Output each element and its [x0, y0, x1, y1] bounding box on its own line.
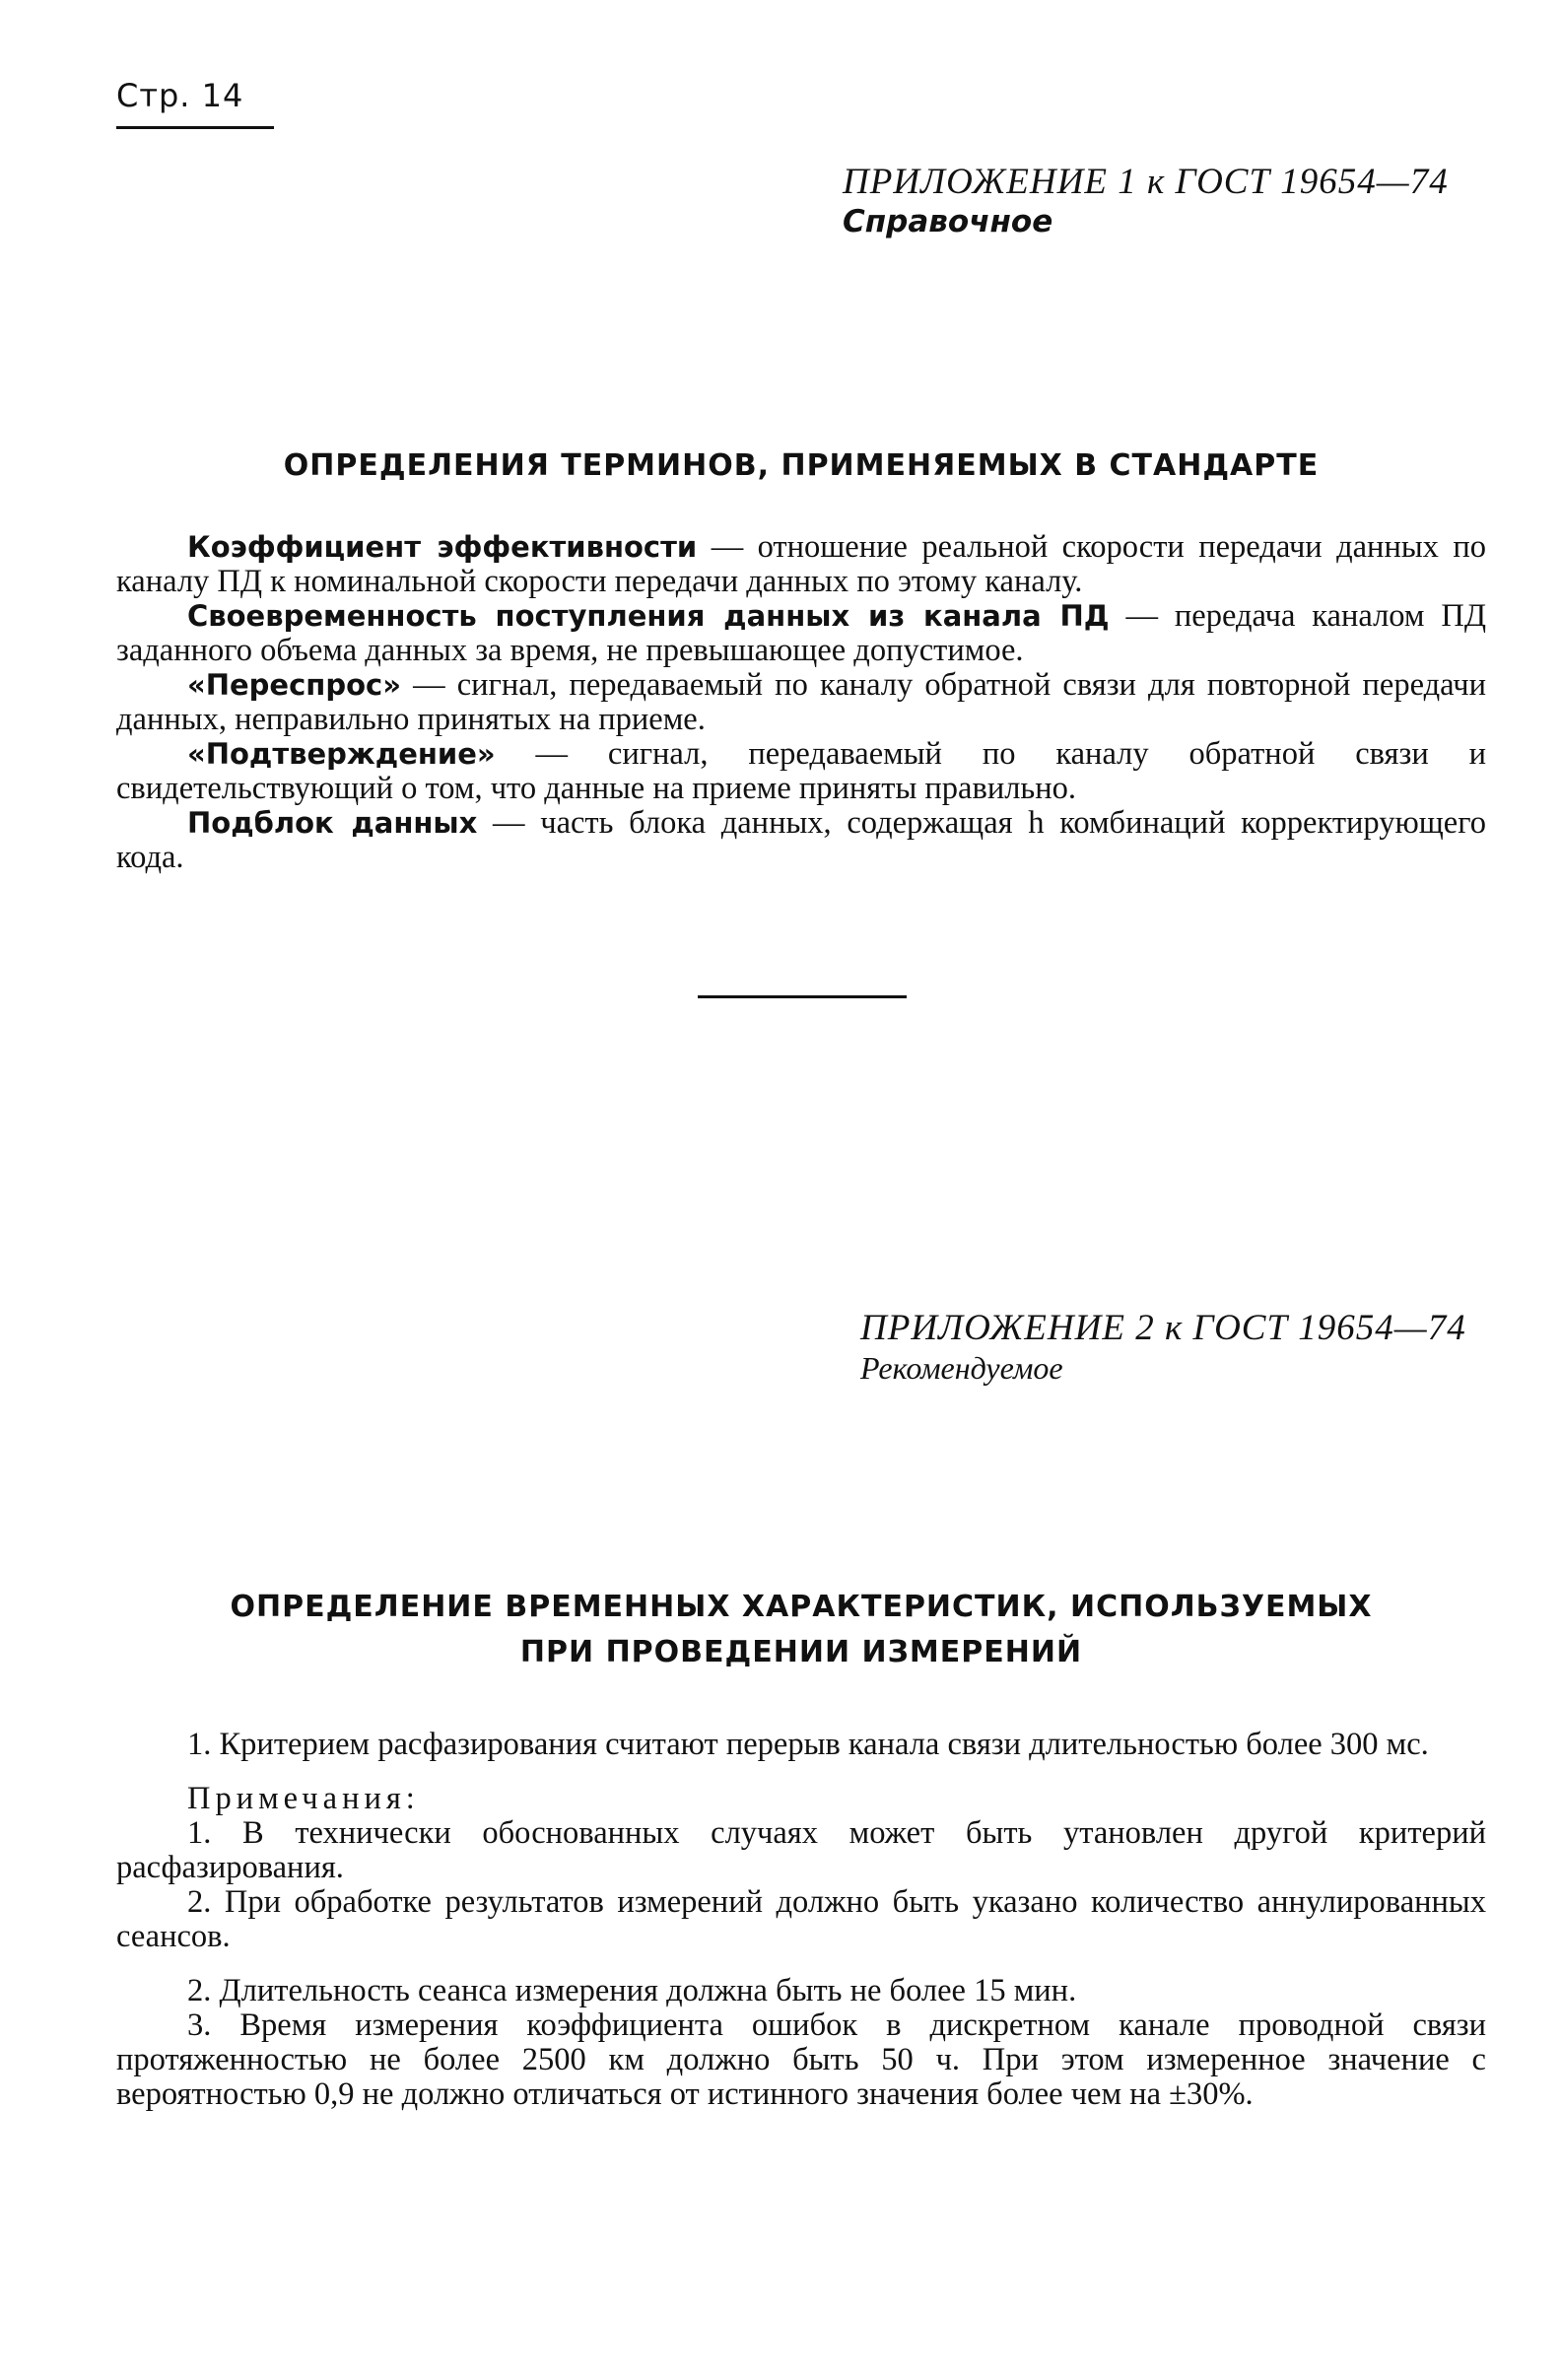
note-2: 2. При обработке результатов измерений должно быть указано количество аннулированных сеансов. [116, 1884, 1486, 1954]
page-number-underline [116, 126, 274, 129]
definition-term: Подблок данных [187, 806, 478, 840]
definitions-list [116, 530, 1486, 875]
measurement-section [116, 1728, 1486, 2112]
appendix-2-heading-line2: ПРИ ПРОВЕДЕНИИ ИЗМЕРЕНИЙ [519, 1635, 1083, 1669]
definition-item [116, 530, 1486, 599]
appendix-2-kind: Рекомендуемое [860, 1350, 1063, 1386]
definition-item [116, 737, 1486, 806]
appendix-2-title: ПРИЛОЖЕНИЕ 2 к ГОСТ 19654—74 [860, 1308, 1466, 1348]
definition-text: — сигнал, передаваемый по каналу обратной связи и свидетельствующий о том, что данные на приеме приняты правильно. [116, 736, 1486, 806]
section-divider [698, 995, 907, 998]
definition-item [116, 668, 1486, 737]
definition-text: — отношение реальной скорости передачи данных по каналу ПД к номинальной скорости передачи данных по этому каналу. [116, 529, 1486, 599]
appendix-2-header [860, 1309, 1482, 1388]
appendix-1-kind: Справочное [843, 204, 1053, 239]
measurement-item-2: 2. Длительность сеанса измерения должна быть не более 15 мин. [187, 1973, 1077, 2008]
notes-heading-text: Примечания: [187, 1781, 420, 1816]
appendix-2-heading [116, 1585, 1486, 1675]
definition-item [116, 806, 1486, 875]
page-number: Стр. 14 [116, 77, 244, 114]
definition-item [116, 599, 1486, 668]
measurement-item-3: 3. Время измерения коэффициента ошибок в дискретном канале проводной связи протяженностью не более 2500 км должно быть 50 ч. При этом измеренное значение с вероятностью 0,9 не должно отличаться от истинного значения более чем на ±30%. [116, 2007, 1486, 2112]
definition-term: «Подтверждение» [187, 737, 496, 771]
appendix-2-heading-line1: ОПРЕДЕЛЕНИЕ ВРЕМЕННЫХ ХАРАКТЕРИСТИК, ИСПОЛЬЗУЕМЫХ [230, 1590, 1373, 1624]
appendix-1-title: ПРИЛОЖЕНИЕ 1 к ГОСТ 19654—74 [843, 162, 1449, 202]
definition-text: — сигнал, передаваемый по каналу обратной связи для повторной передачи данных, неправильно принятых на приеме. [116, 667, 1486, 737]
measurement-item-1: 1. Критерием расфазирования считают перерыв канала связи длительностью более 300 мс. [187, 1727, 1429, 1762]
definition-term: Своевременность поступления данных из канала ПД [187, 599, 1110, 633]
notes-heading [116, 1782, 1486, 1816]
definition-text: — часть блока данных, содержащая h комбинаций корректирующего кода. [116, 805, 1486, 875]
note-1: 1. В технически обоснованных случаях может быть утановлен другой критерий расфазирования. [116, 1815, 1486, 1885]
definition-text: — передача каналом ПД заданного объема данных за время, не превышающее допустимое. [116, 598, 1486, 668]
definition-term: Коэффициент эффективности [187, 530, 698, 564]
appendix-1-heading: ОПРЕДЕЛЕНИЯ ТЕРМИНОВ, ПРИМЕНЯЕМЫХ В СТАНДАРТЕ [283, 448, 1320, 483]
appendix-1-header [843, 163, 1482, 241]
definition-term: «Переспрос» [187, 668, 401, 702]
